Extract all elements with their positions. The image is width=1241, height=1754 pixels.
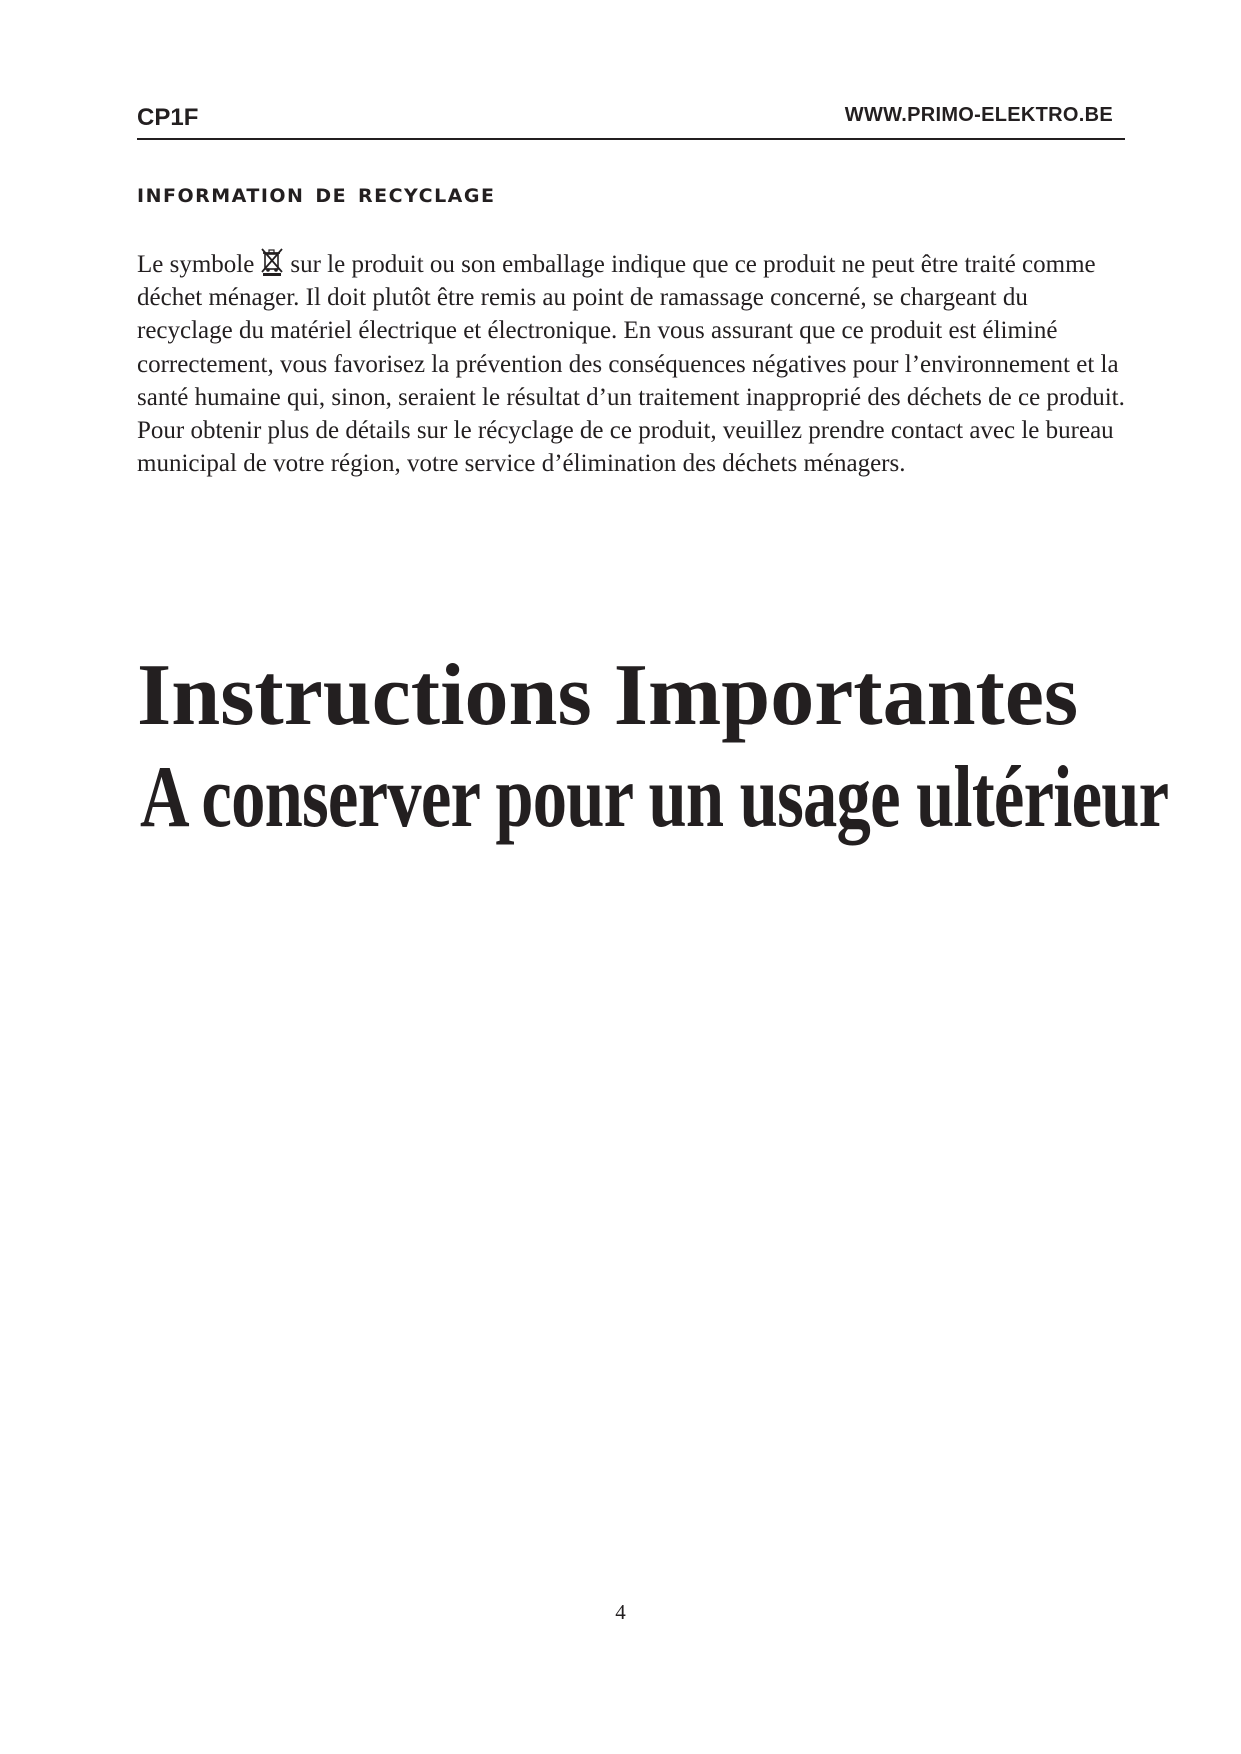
page-number: 4 bbox=[615, 1600, 626, 1624]
paragraph-text-start: Le symbole bbox=[137, 251, 255, 278]
paragraph-text-rest: sur le produit ou son emballage indique que ce produit ne peut être traité comme déchet ménager. Il doit plutôt être remis au point de ramassage concerné, se chargeant du recyclage du matériel électrique et électronique. En vous assurant que ce produit est éliminé correctement, vous favorisez la prévention des conséquences négatives pour l’environnement et la santé humaine qui, sinon, seraient le résultat d’un traitement inapproprié des déchets de ce produit. Pour obtenir plus de détails sur le récyclage de ce produit, veuillez prendre contact avec le bureau municipal de votre région, votre service d’élimination des déchets ménagers. bbox=[137, 251, 1125, 478]
crossed-out-wheelie-bin-icon bbox=[260, 246, 284, 276]
model-name: CP1F bbox=[137, 104, 199, 131]
instructions-headline: Instructions Importantes bbox=[137, 647, 1079, 744]
keep-for-future-subheadline: A conserver pour un usage ultérieur bbox=[140, 749, 1169, 846]
section-title: information de recyclage bbox=[137, 178, 496, 209]
website-url: WWW.PRIMO-ELEKTRO.BE bbox=[844, 104, 1113, 126]
page-header bbox=[137, 102, 1125, 140]
recycling-paragraph bbox=[137, 246, 1127, 480]
